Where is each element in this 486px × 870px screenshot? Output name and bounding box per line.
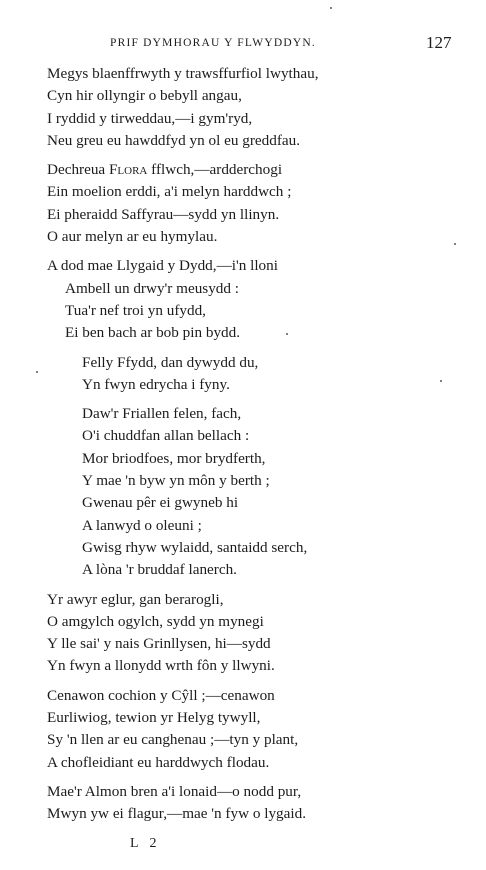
verse-line: Daw'r Friallen felen, fach, [82,405,242,423]
paper-speck [454,243,456,245]
verse-line: A chofleidiant eu harddwych flodau. [47,753,270,771]
verse-line: Mwyn yw ei flagur,—mae 'n fyw o lygaid. [47,805,306,823]
verse-line: Mae'r Almon bren a'i lonaid—o nodd pur, [47,782,302,800]
verse-line: Gwenau pêr ei gwyneb hi [82,494,239,512]
small-caps-name: Flora [108,161,148,179]
stanza [0,403,486,581]
verse-line: Dechreua Flora fflwch,—ardderchogi [47,161,283,179]
verse-line: Yn fwyn a llonydd wrth fôn y llwyni. [47,657,275,675]
stanza [0,63,486,152]
verse-line: A lanwyd o oleuni ; [82,516,202,534]
stanza [0,159,486,248]
verse-line: Y mae 'n byw yn môn y berth ; [82,472,270,490]
stanza [0,685,486,774]
verse-line: Cenawon cochion y Cŷll ;—cenawon [47,686,275,704]
verse-line: Neu greu eu hawddfyd yn ol eu greddfau. [47,131,301,149]
paper-speck [286,333,288,335]
running-head: PRIF DYMHORAU Y FLWYDDYN. [110,37,316,49]
verse-line: Tua'r nef troi yn ufydd, [65,301,206,319]
poem-body [0,63,486,833]
verse-line: Ei pheraidd Saffyrau—sydd yn llinyn. [47,205,280,223]
verse-line: O amgylch ogylch, sydd yn mynegi [47,612,264,630]
verse-line: Sy 'n llen ar eu canghenau ;—tyn y plant, [47,731,299,749]
verse-line: Yn fwyn edrycha i fyny. [82,375,230,393]
stanza [0,255,486,344]
paper-speck [36,371,38,373]
verse-line: Ein moelion erddi, a'i melyn harddwch ; [47,183,292,201]
verse-line: O aur melyn ar eu hymylau. [47,228,218,246]
verse-line: Ambell un drwy'r meusydd : [65,279,239,297]
verse-line: I ryddid y tirweddau,—i gym'ryd, [47,109,253,127]
verse-line: O'i chuddfan allan bellach : [82,427,250,445]
paper-speck [440,380,442,382]
verse-line: Cyn hir ollyngir o bebyll angau, [47,87,242,105]
signature-mark: L 2 [130,836,161,851]
page-header [0,33,486,55]
verse-line: Yr awyr eglur, gan berarogli, [47,590,224,608]
stanza [0,589,486,678]
verse-line: Megys blaenffrwyth y trawsffurfiol lwythau, [47,65,319,82]
verse-line: Eurliwiog, tewion yr Helyg tywyll, [47,709,261,727]
verse-line: Felly Ffydd, dan dywydd du, [82,353,259,371]
paper-speck [330,7,332,9]
verse-line: A lòna 'r bruddaf lanerch. [82,561,237,579]
stanza [0,352,486,397]
verse-line: Mor briodfoes, mor brydferth, [82,449,266,467]
verse-line: Ei ben bach ar bob pin bydd. [65,324,241,342]
verse-line: Gwisg rhyw wylaidd, santaidd serch, [82,538,308,556]
stanza [0,781,486,826]
verse-line: A dod mae Llygaid y Dydd,—i'n lloni [47,257,278,275]
page-number: 127 [426,33,452,52]
verse-line: Y lle sai' y nais Grinllysen, hi—sydd [47,635,271,653]
